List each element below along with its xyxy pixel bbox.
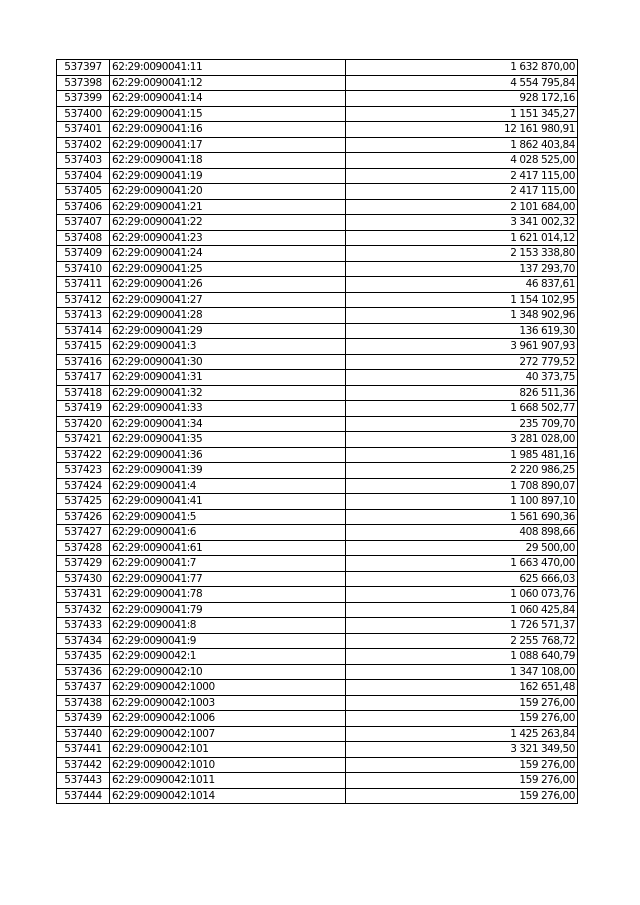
table-row [57, 199, 578, 215]
cadastral-value-table [56, 59, 578, 804]
cadastral-value-cell: 1 088 640,79 [346, 649, 578, 665]
cadastral-number-cell: 62:29:0090041:20 [110, 184, 346, 200]
row-number-cell: 537402 [57, 137, 110, 153]
cadastral-number-cell: 62:29:0090041:22 [110, 215, 346, 231]
table-row [57, 354, 578, 370]
table-row [57, 633, 578, 649]
cadastral-value-cell: 159 276,00 [346, 757, 578, 773]
row-number-cell: 537410 [57, 261, 110, 277]
cadastral-number-cell: 62:29:0090041:3 [110, 339, 346, 355]
row-number-cell: 537430 [57, 571, 110, 587]
cadastral-value-cell: 159 276,00 [346, 711, 578, 727]
row-number-cell: 537422 [57, 447, 110, 463]
cadastral-number-cell: 62:29:0090041:26 [110, 277, 346, 293]
table-row [57, 695, 578, 711]
cadastral-value-cell: 1 060 425,84 [346, 602, 578, 618]
row-number-cell: 537439 [57, 711, 110, 727]
row-number-cell: 537406 [57, 199, 110, 215]
cadastral-number-cell: 62:29:0090042:1011 [110, 773, 346, 789]
row-number-cell: 537413 [57, 308, 110, 324]
table-row [57, 556, 578, 572]
cadastral-number-cell: 62:29:0090042:1000 [110, 680, 346, 696]
cadastral-number-cell: 62:29:0090041:32 [110, 385, 346, 401]
cadastral-number-cell: 62:29:0090041:11 [110, 60, 346, 76]
table-row [57, 432, 578, 448]
cadastral-value-cell: 136 619,30 [346, 323, 578, 339]
row-number-cell: 537427 [57, 525, 110, 541]
row-number-cell: 537435 [57, 649, 110, 665]
row-number-cell: 537437 [57, 680, 110, 696]
table-row [57, 773, 578, 789]
table-row [57, 60, 578, 76]
row-number-cell: 537421 [57, 432, 110, 448]
cadastral-number-cell: 62:29:0090041:21 [110, 199, 346, 215]
table-row [57, 788, 578, 804]
row-number-cell: 537399 [57, 91, 110, 107]
cadastral-number-cell: 62:29:0090041:12 [110, 75, 346, 91]
table-row [57, 494, 578, 510]
cadastral-value-cell: 159 276,00 [346, 788, 578, 804]
row-number-cell: 537442 [57, 757, 110, 773]
cadastral-number-cell: 62:29:0090041:25 [110, 261, 346, 277]
cadastral-number-cell: 62:29:0090041:79 [110, 602, 346, 618]
cadastral-value-cell: 1 348 902,96 [346, 308, 578, 324]
cadastral-value-cell: 625 666,03 [346, 571, 578, 587]
cadastral-number-cell: 62:29:0090042:1014 [110, 788, 346, 804]
table-row [57, 137, 578, 153]
row-number-cell: 537443 [57, 773, 110, 789]
cadastral-value-cell: 2 417 115,00 [346, 184, 578, 200]
table-row [57, 401, 578, 417]
cadastral-value-cell: 1 726 571,37 [346, 618, 578, 634]
cadastral-value-cell: 1 708 890,07 [346, 478, 578, 494]
cadastral-value-cell: 272 779,52 [346, 354, 578, 370]
row-number-cell: 537415 [57, 339, 110, 355]
cadastral-number-cell: 62:29:0090041:77 [110, 571, 346, 587]
row-number-cell: 537407 [57, 215, 110, 231]
table-row [57, 726, 578, 742]
row-number-cell: 537420 [57, 416, 110, 432]
cadastral-number-cell: 62:29:0090041:61 [110, 540, 346, 556]
cadastral-value-cell: 3 281 028,00 [346, 432, 578, 448]
row-number-cell: 537423 [57, 463, 110, 479]
cadastral-number-cell: 62:29:0090041:28 [110, 308, 346, 324]
cadastral-value-cell: 1 100 897,10 [346, 494, 578, 510]
cadastral-value-cell: 2 417 115,00 [346, 168, 578, 184]
row-number-cell: 537444 [57, 788, 110, 804]
row-number-cell: 537434 [57, 633, 110, 649]
cadastral-value-cell: 1 154 102,95 [346, 292, 578, 308]
cadastral-number-cell: 62:29:0090041:39 [110, 463, 346, 479]
row-number-cell: 537425 [57, 494, 110, 510]
cadastral-number-cell: 62:29:0090041:34 [110, 416, 346, 432]
row-number-cell: 537428 [57, 540, 110, 556]
row-number-cell: 537409 [57, 246, 110, 262]
row-number-cell: 537436 [57, 664, 110, 680]
table-row [57, 680, 578, 696]
cadastral-number-cell: 62:29:0090041:41 [110, 494, 346, 510]
cadastral-value-cell: 3 961 907,93 [346, 339, 578, 355]
cadastral-value-cell: 1 621 014,12 [346, 230, 578, 246]
cadastral-value-cell: 29 500,00 [346, 540, 578, 556]
table-row [57, 416, 578, 432]
cadastral-number-cell: 62:29:0090041:35 [110, 432, 346, 448]
row-number-cell: 537412 [57, 292, 110, 308]
cadastral-value-cell: 1 347 108,00 [346, 664, 578, 680]
table-row [57, 323, 578, 339]
row-number-cell: 537417 [57, 370, 110, 386]
row-number-cell: 537408 [57, 230, 110, 246]
cadastral-value-cell: 1 632 870,00 [346, 60, 578, 76]
cadastral-value-cell: 235 709,70 [346, 416, 578, 432]
table-row [57, 246, 578, 262]
table-row [57, 478, 578, 494]
row-number-cell: 537431 [57, 587, 110, 603]
cadastral-number-cell: 62:29:0090041:78 [110, 587, 346, 603]
cadastral-value-cell: 137 293,70 [346, 261, 578, 277]
cadastral-value-cell: 4 554 795,84 [346, 75, 578, 91]
table-row [57, 649, 578, 665]
row-number-cell: 537404 [57, 168, 110, 184]
table-row [57, 602, 578, 618]
table-row [57, 757, 578, 773]
row-number-cell: 537416 [57, 354, 110, 370]
table-row [57, 168, 578, 184]
table-row [57, 664, 578, 680]
cadastral-number-cell: 62:29:0090041:33 [110, 401, 346, 417]
cadastral-value-cell: 3 341 002,32 [346, 215, 578, 231]
cadastral-number-cell: 62:29:0090041:31 [110, 370, 346, 386]
cadastral-number-cell: 62:29:0090041:27 [110, 292, 346, 308]
row-number-cell: 537433 [57, 618, 110, 634]
row-number-cell: 537398 [57, 75, 110, 91]
table-row [57, 261, 578, 277]
row-number-cell: 537405 [57, 184, 110, 200]
row-number-cell: 537440 [57, 726, 110, 742]
row-number-cell: 537432 [57, 602, 110, 618]
cadastral-value-cell: 1 425 263,84 [346, 726, 578, 742]
cadastral-number-cell: 62:29:0090042:1003 [110, 695, 346, 711]
table-row [57, 230, 578, 246]
table-row [57, 339, 578, 355]
cadastral-value-cell: 1 668 502,77 [346, 401, 578, 417]
cadastral-value-cell: 40 373,75 [346, 370, 578, 386]
table-row [57, 277, 578, 293]
cadastral-value-cell: 2 220 986,25 [346, 463, 578, 479]
cadastral-value-cell: 4 028 525,00 [346, 153, 578, 169]
row-number-cell: 537429 [57, 556, 110, 572]
cadastral-value-cell: 1 060 073,76 [346, 587, 578, 603]
cadastral-number-cell: 62:29:0090042:101 [110, 742, 346, 758]
cadastral-number-cell: 62:29:0090041:9 [110, 633, 346, 649]
cadastral-number-cell: 62:29:0090041:29 [110, 323, 346, 339]
cadastral-value-cell: 826 511,36 [346, 385, 578, 401]
cadastral-number-cell: 62:29:0090041:8 [110, 618, 346, 634]
cadastral-value-cell: 1 985 481,16 [346, 447, 578, 463]
table-row [57, 463, 578, 479]
row-number-cell: 537403 [57, 153, 110, 169]
row-number-cell: 537397 [57, 60, 110, 76]
table-row [57, 75, 578, 91]
row-number-cell: 537401 [57, 122, 110, 138]
cadastral-value-cell: 408 898,66 [346, 525, 578, 541]
table-row [57, 540, 578, 556]
table-row [57, 153, 578, 169]
cadastral-number-cell: 62:29:0090041:7 [110, 556, 346, 572]
cadastral-value-cell: 159 276,00 [346, 773, 578, 789]
cadastral-number-cell: 62:29:0090042:1010 [110, 757, 346, 773]
row-number-cell: 537411 [57, 277, 110, 293]
cadastral-number-cell: 62:29:0090042:1006 [110, 711, 346, 727]
table-row [57, 91, 578, 107]
table-row [57, 587, 578, 603]
cadastral-value-cell: 12 161 980,91 [346, 122, 578, 138]
table-body [57, 60, 578, 804]
row-number-cell: 537426 [57, 509, 110, 525]
cadastral-number-cell: 62:29:0090041:15 [110, 106, 346, 122]
table-row [57, 711, 578, 727]
cadastral-number-cell: 62:29:0090041:5 [110, 509, 346, 525]
cadastral-value-cell: 1 151 345,27 [346, 106, 578, 122]
cadastral-value-cell: 46 837,61 [346, 277, 578, 293]
cadastral-number-cell: 62:29:0090041:16 [110, 122, 346, 138]
cadastral-number-cell: 62:29:0090042:1 [110, 649, 346, 665]
cadastral-number-cell: 62:29:0090041:18 [110, 153, 346, 169]
cadastral-number-cell: 62:29:0090041:19 [110, 168, 346, 184]
table-row [57, 292, 578, 308]
row-number-cell: 537414 [57, 323, 110, 339]
cadastral-number-cell: 62:29:0090041:14 [110, 91, 346, 107]
table-row [57, 308, 578, 324]
row-number-cell: 537424 [57, 478, 110, 494]
cadastral-value-cell: 2 255 768,72 [346, 633, 578, 649]
row-number-cell: 537438 [57, 695, 110, 711]
table-row [57, 618, 578, 634]
cadastral-number-cell: 62:29:0090041:17 [110, 137, 346, 153]
row-number-cell: 537441 [57, 742, 110, 758]
cadastral-number-cell: 62:29:0090041:23 [110, 230, 346, 246]
table-row [57, 122, 578, 138]
cadastral-number-cell: 62:29:0090042:10 [110, 664, 346, 680]
row-number-cell: 537418 [57, 385, 110, 401]
cadastral-number-cell: 62:29:0090042:1007 [110, 726, 346, 742]
cadastral-number-cell: 62:29:0090041:24 [110, 246, 346, 262]
cadastral-number-cell: 62:29:0090041:6 [110, 525, 346, 541]
table-row [57, 106, 578, 122]
cadastral-value-cell: 159 276,00 [346, 695, 578, 711]
cadastral-value-cell: 162 651,48 [346, 680, 578, 696]
cadastral-value-cell: 1 862 403,84 [346, 137, 578, 153]
table-row [57, 370, 578, 386]
table-row [57, 215, 578, 231]
table-row [57, 571, 578, 587]
row-number-cell: 537419 [57, 401, 110, 417]
cadastral-value-cell: 2 153 338,80 [346, 246, 578, 262]
cadastral-value-cell: 2 101 684,00 [346, 199, 578, 215]
table-row [57, 184, 578, 200]
cadastral-value-cell: 928 172,16 [346, 91, 578, 107]
row-number-cell: 537400 [57, 106, 110, 122]
cadastral-value-cell: 3 321 349,50 [346, 742, 578, 758]
table-row [57, 447, 578, 463]
cadastral-value-cell: 1 561 690,36 [346, 509, 578, 525]
cadastral-value-cell: 1 663 470,00 [346, 556, 578, 572]
table-row [57, 385, 578, 401]
cadastral-number-cell: 62:29:0090041:30 [110, 354, 346, 370]
cadastral-number-cell: 62:29:0090041:4 [110, 478, 346, 494]
table-row [57, 525, 578, 541]
table-row [57, 509, 578, 525]
table-row [57, 742, 578, 758]
cadastral-number-cell: 62:29:0090041:36 [110, 447, 346, 463]
